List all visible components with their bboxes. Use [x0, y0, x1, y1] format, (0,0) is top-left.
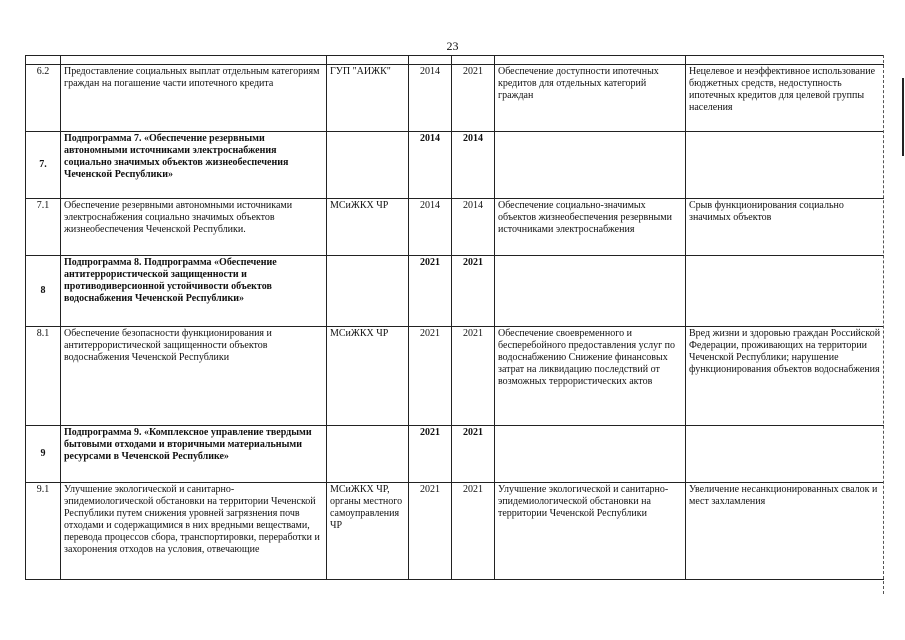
expected-result: Обеспечение своевременного и бесперебойного предоставления услуг по водоснабжению Снижение финансовых затрат на ликвидацию последствий от возможных террористических актов [495, 327, 686, 426]
expected-result [495, 256, 686, 327]
table-row [26, 256, 884, 327]
start-year: 2021 [409, 426, 452, 483]
end-year: 2014 [452, 132, 495, 199]
start-year: 2021 [409, 483, 452, 580]
table-row [26, 483, 884, 580]
measure-name: Подпрограмма 8. Подпрограмма «Обеспечение антитеррористической защищенности и противодиверсионной устойчивости объектов водоснабжения Чеченской Республики» [61, 256, 327, 327]
risk-consequence [686, 132, 884, 199]
end-year: 2014 [452, 199, 495, 256]
executor: МСиЖКХ ЧР [327, 199, 409, 256]
start-year: 2014 [409, 199, 452, 256]
expected-result: Обеспечение социально-значимых объектов жизнеобеспечения резервными источниками электроснабжения [495, 199, 686, 256]
row-number: 8.1 [26, 327, 61, 426]
expected-result: Улучшение экологической и санитарно-эпидемиологической обстановки на территории Чеченской Республики [495, 483, 686, 580]
measure-name: Обеспечение резервными автономными источниками электроснабжения социально значимых объектов жизнеобеспечения Чеченской Республики. [61, 199, 327, 256]
table-row [26, 327, 884, 426]
measure-name: Подпрограмма 7. «Обеспечение резервными автономными источниками электроснабжения социально значимых объектов жизнеобеспечения Чеченской Республики» [61, 132, 327, 199]
executor [327, 426, 409, 483]
measure-name: Обеспечение безопасности функционирования и антитеррористической защищенности объектов водоснабжения Чеченской Республики [61, 327, 327, 426]
row-number: 9.1 [26, 483, 61, 580]
executor: МСиЖКХ ЧР [327, 327, 409, 426]
risk-consequence: Вред жизни и здоровью граждан Российской Федерации, проживающих на территории Чеченской Республики; нарушение функционирования объектов водоснабжения [686, 327, 884, 426]
table-row [26, 65, 884, 132]
risk-consequence: Срыв функционирования социально значимых объектов [686, 199, 884, 256]
row-number: 7. [26, 132, 61, 199]
row-number: 6.2 [26, 65, 61, 132]
row-number: 9 [26, 426, 61, 483]
executor: ГУП "АИЖК" [327, 65, 409, 132]
measure-name: Подпрограмма 9. «Комплексное управление твердыми бытовыми отходами и вторичными материальными ресурсами в Чеченской Республике» [61, 426, 327, 483]
executor [327, 132, 409, 199]
risk-consequence: Нецелевое и неэффективное использование бюджетных средств, недоступность ипотечных кредитов для целевой группы населения [686, 65, 884, 132]
risk-consequence [686, 426, 884, 483]
end-year: 2021 [452, 483, 495, 580]
margin-mark [902, 78, 904, 156]
executor: МСиЖКХ ЧР, органы местного самоуправления ЧР [327, 483, 409, 580]
end-year: 2021 [452, 256, 495, 327]
measures-table [25, 55, 884, 580]
table-header-row [26, 56, 884, 65]
page-number: 23 [446, 39, 459, 53]
start-year: 2021 [409, 327, 452, 426]
start-year: 2021 [409, 256, 452, 327]
table-row [26, 132, 884, 199]
risk-consequence: Увеличение несанкционированных свалок и мест захламления [686, 483, 884, 580]
executor [327, 256, 409, 327]
end-year: 2021 [452, 65, 495, 132]
table-row [26, 426, 884, 483]
row-number: 8 [26, 256, 61, 327]
row-number: 7.1 [26, 199, 61, 256]
measure-name: Улучшение экологической и санитарно-эпидемиологической обстановки на территории Чеченской Республики путем снижения уровней загрязнения почв отходами и содержащимися в них вредными веществами, перевода процессов сбора, транспортировки, переработки и захоронения отходов на условия, отвечающие [61, 483, 327, 580]
risk-consequence [686, 256, 884, 327]
expected-result [495, 426, 686, 483]
measure-name: Предоставление социальных выплат отдельным категориям граждан на погашение части ипотечного кредита [61, 65, 327, 132]
start-year: 2014 [409, 65, 452, 132]
table-row [26, 199, 884, 256]
end-year: 2021 [452, 426, 495, 483]
expected-result [495, 132, 686, 199]
start-year: 2014 [409, 132, 452, 199]
table-cut-edge [883, 55, 885, 594]
end-year: 2021 [452, 327, 495, 426]
expected-result: Обеспечение доступности ипотечных кредитов для отдельных категорий граждан [495, 65, 686, 132]
